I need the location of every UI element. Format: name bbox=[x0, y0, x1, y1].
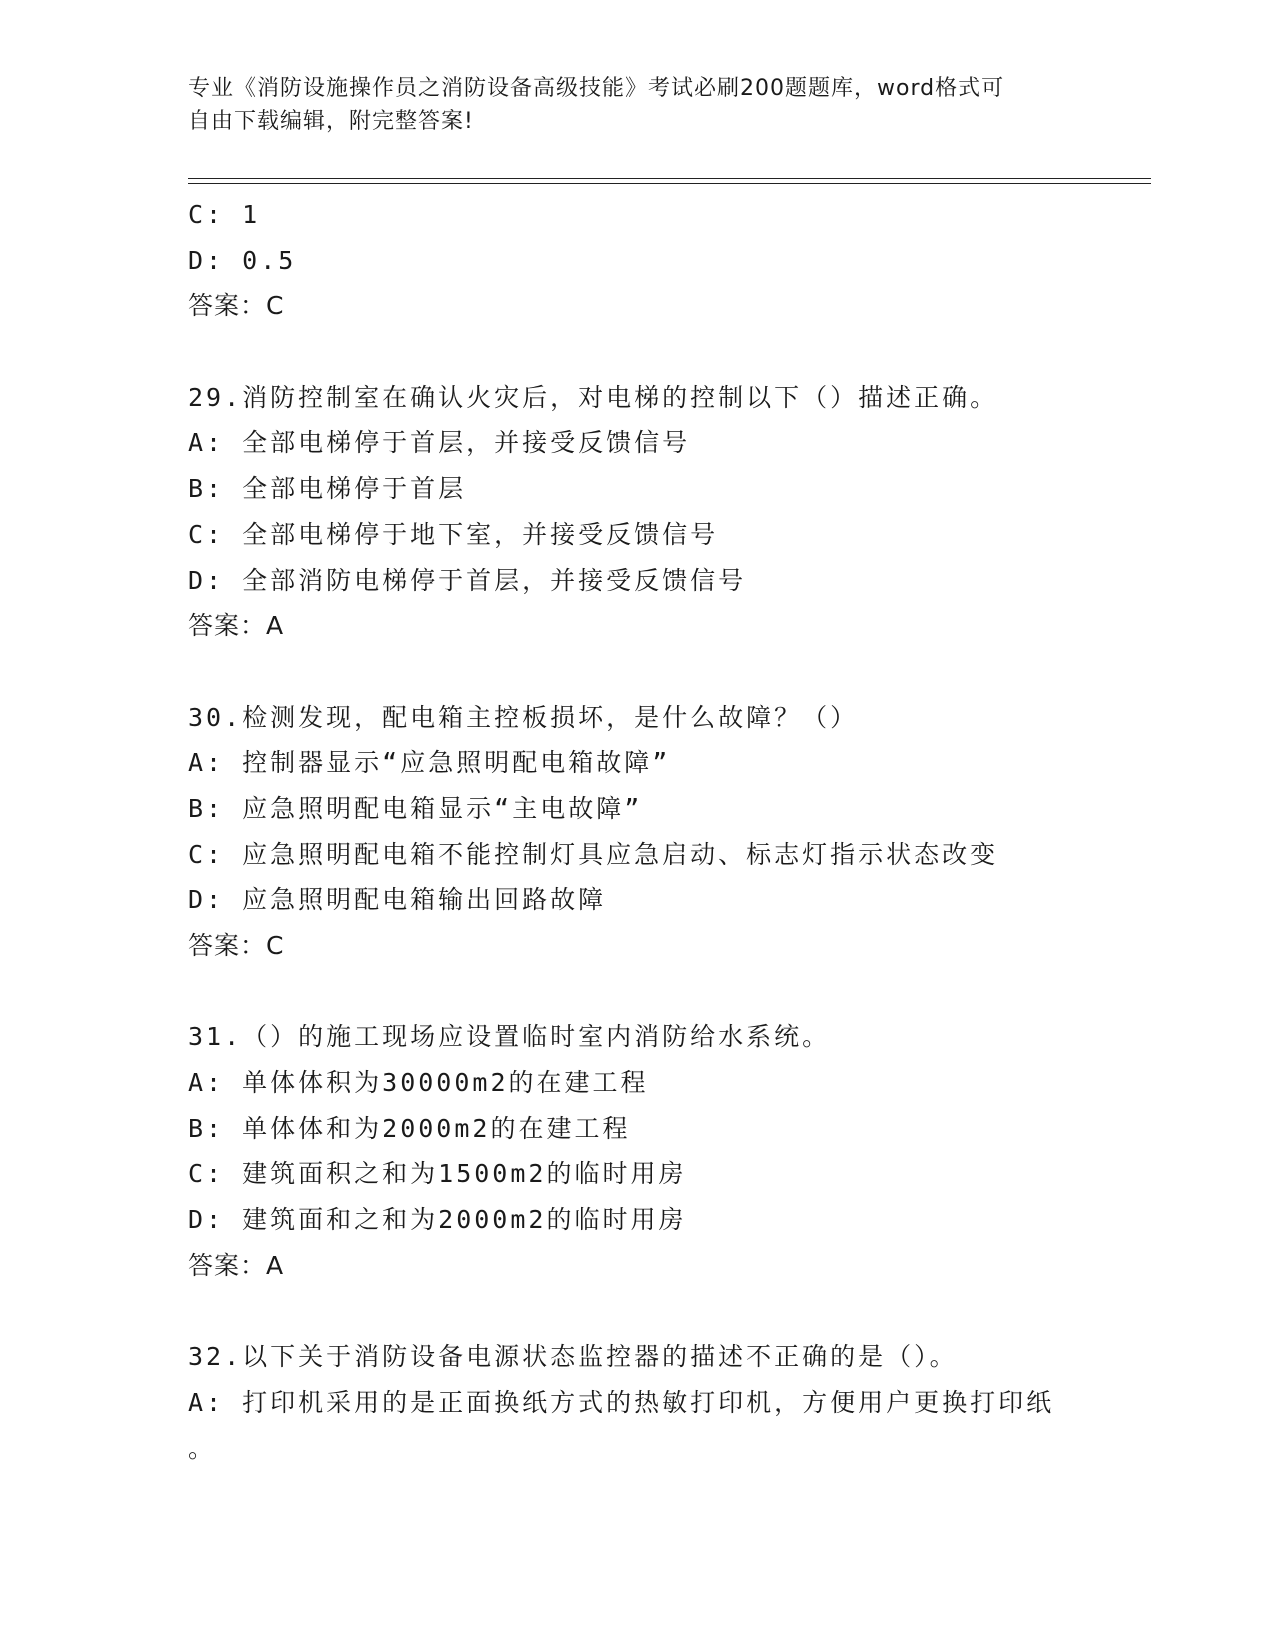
question-32: 32.以下关于消防设备电源状态监控器的描述不正确的是（）。 bbox=[188, 1342, 958, 1372]
spacer bbox=[188, 649, 1148, 695]
spacer bbox=[188, 969, 1148, 1015]
answer: 答案：A bbox=[188, 1250, 285, 1280]
option-c: C: 建筑面积之和为1500m2的临时用房 bbox=[188, 1159, 687, 1189]
header-divider-bottom bbox=[188, 183, 1151, 184]
option-c: C: 全部电梯停于地下室，并接受反馈信号 bbox=[188, 519, 719, 549]
option-b: B: 单体体和为2000m2的在建工程 bbox=[188, 1113, 631, 1143]
document-header bbox=[188, 72, 1088, 138]
spacer bbox=[188, 1289, 1148, 1335]
option-a: A: 控制器显示“应急照明配电箱故障” bbox=[188, 748, 671, 778]
option-b: B: 全部电梯停于首层 bbox=[188, 474, 467, 504]
header-line-1: 专业《消防设施操作员之消防设备高级技能》考试必刷200题题库，word格式可 bbox=[188, 76, 1005, 101]
option-d: D: 应急照明配电箱输出回路故障 bbox=[188, 885, 607, 915]
spacer bbox=[188, 329, 1148, 375]
question-30: 30.检测发现，配电箱主控板损坏，是什么故障？（） bbox=[188, 702, 859, 732]
question-list bbox=[188, 192, 1148, 1471]
option-d: D: 全部消防电梯停于首层，并接受反馈信号 bbox=[188, 565, 747, 595]
option-d: D: 0.5 bbox=[188, 245, 297, 275]
question-31: 31.（）的施工现场应设置临时室内消防给水系统。 bbox=[188, 1022, 831, 1052]
option-d: D: 建筑面和之和为2000m2的临时用房 bbox=[188, 1205, 687, 1235]
option-c: C: 应急照明配电箱不能控制灯具应急启动、标志灯指示状态改变 bbox=[188, 839, 999, 869]
answer: 答案：A bbox=[188, 611, 285, 641]
question-29: 29.消防控制室在确认火灾后，对电梯的控制以下（）描述正确。 bbox=[188, 382, 999, 412]
option-a: A: 打印机采用的是正面换纸方式的热敏打印机，方便用户更换打印纸 bbox=[188, 1387, 1055, 1417]
option-a-continuation: 。 bbox=[188, 1433, 217, 1463]
header-divider-top bbox=[188, 178, 1151, 179]
option-b: B: 应急照明配电箱显示“主电故障” bbox=[188, 793, 643, 823]
answer: 答案：C bbox=[188, 291, 285, 321]
header-line-2: 自由下载编辑，附完整答案! bbox=[188, 109, 474, 134]
option-a: A: 全部电梯停于首层，并接受反馈信号 bbox=[188, 428, 691, 458]
option-c: C: 1 bbox=[188, 200, 261, 229]
answer: 答案：C bbox=[188, 931, 285, 960]
option-a: A: 单体体积为30000m2的在建工程 bbox=[188, 1068, 649, 1098]
